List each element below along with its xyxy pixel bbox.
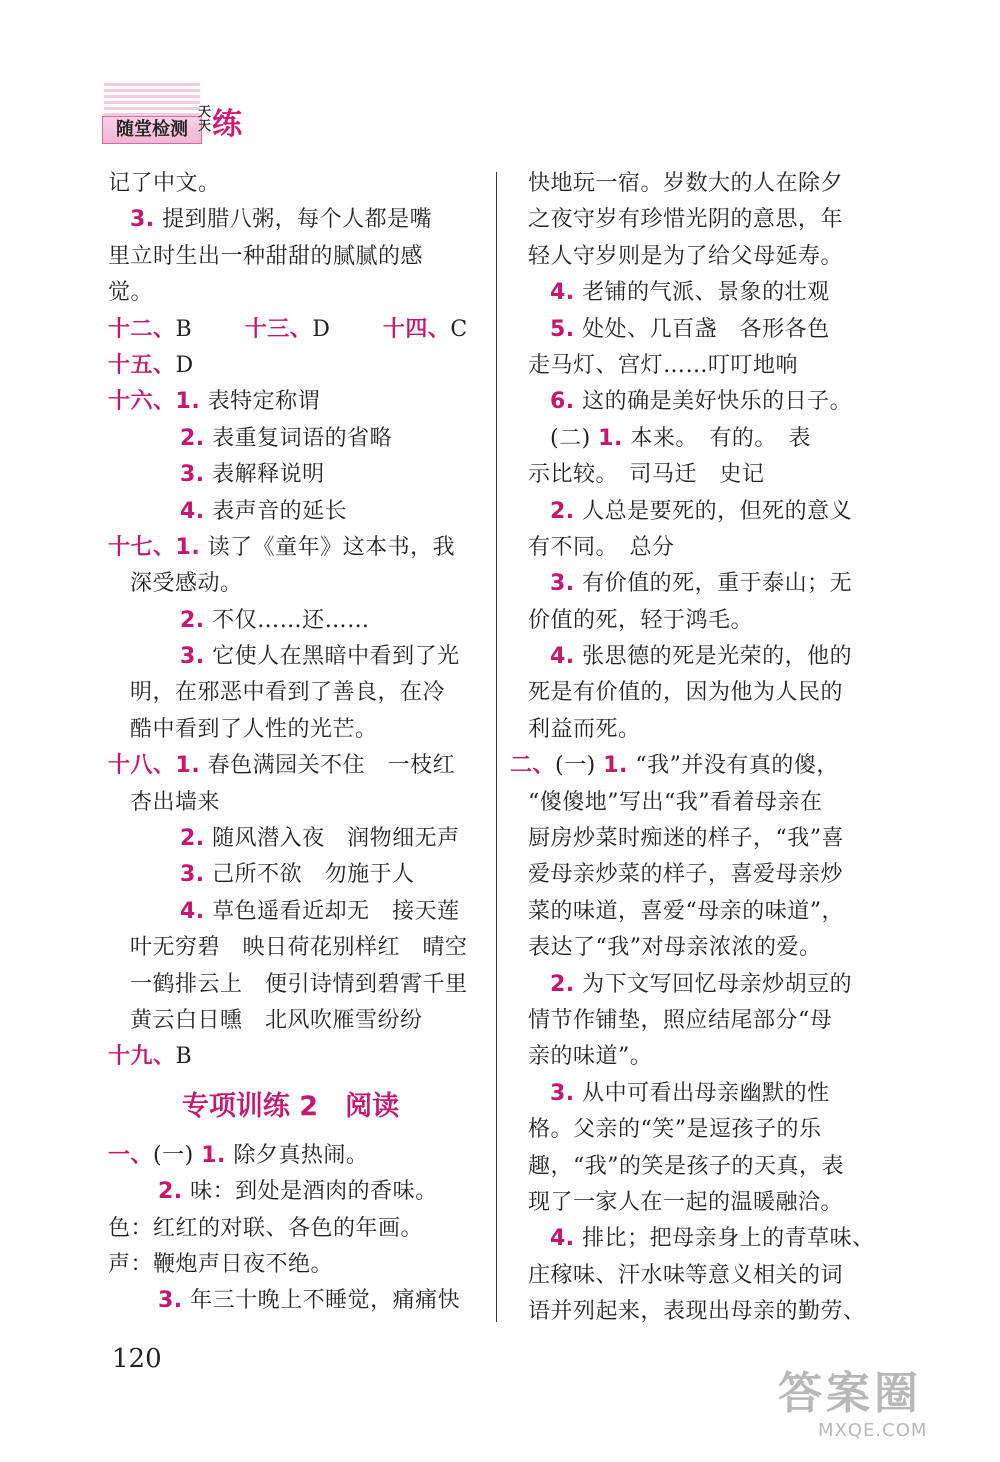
answer-text: “傻傻地”写出“我”看着母亲在: [528, 789, 823, 815]
section-number: 十九、: [108, 1044, 176, 1070]
page-number: 120: [112, 1344, 162, 1374]
answer-text: 走马灯、宫灯……叮叮地响: [528, 352, 799, 378]
answer-line: [528, 457, 893, 493]
answer-line: [108, 166, 473, 202]
answer-text: C: [450, 316, 468, 342]
item-number: 1.: [175, 753, 201, 779]
answer-text: 表达了“我”对母亲浓浓的爱。: [528, 935, 822, 961]
answer-line: [108, 1283, 473, 1319]
answer-text: 爱母亲炒菜的样子，喜爱母亲炒: [528, 862, 844, 888]
answer-line: [528, 639, 893, 675]
answer-line: [108, 457, 473, 493]
item-number: 2.: [180, 826, 205, 852]
left-answer-column: [108, 166, 473, 1320]
answer-line: [108, 1138, 473, 1174]
answer-text: 老铺的气派、景象的壮观: [574, 280, 830, 306]
answer-line: [528, 1185, 893, 1221]
section-number: 十二、: [108, 316, 176, 342]
answer-text: 表解释说明: [204, 462, 325, 488]
series-logo: [100, 78, 250, 148]
answer-line: [108, 603, 473, 639]
answer-line: [528, 1294, 893, 1330]
section-number: 十八、: [108, 753, 176, 779]
item-number: 1.: [175, 534, 201, 560]
answer-text: 张思德的死是光荣的，他的: [574, 644, 853, 670]
answer-text: “我”并没有真的傻，: [627, 753, 839, 779]
answer-line: [528, 530, 893, 566]
answer-text: 不仅……还……: [204, 607, 370, 633]
answer-text: 年三十晚上不睡觉，痛痛快: [182, 1288, 461, 1314]
answer-text: (二): [550, 425, 599, 451]
answer-line: [528, 1221, 893, 1257]
logo-decoration: [104, 82, 200, 116]
answer-text: 一鹤排云上 便引诗情到碧霄千里: [130, 971, 468, 997]
answer-line: [528, 603, 893, 639]
answer-line: [108, 384, 473, 420]
answer-text: 格。父亲的“笑”是逗孩子的乐: [528, 1117, 822, 1143]
answer-line: [108, 821, 473, 857]
answer-text: 快地玩一宿。岁数大的人在除夕: [528, 171, 844, 196]
item-number: 3.: [180, 644, 205, 670]
answer-text: 价值的死，轻于鸿毛。: [528, 607, 754, 633]
item-number: 4.: [550, 280, 575, 306]
answer-text: D: [312, 316, 383, 342]
answer-text: 叶无穷碧 映日荷花别样红 晴空: [130, 935, 468, 961]
answer-line: [108, 712, 473, 748]
answer-text: 利益而死。: [528, 716, 641, 742]
logo-tiantian-text: 天天: [198, 105, 212, 134]
answer-text: 有价值的死，重于泰山；无: [574, 571, 853, 597]
answer-text: 色：红红的对联、各色的年画。: [108, 1215, 424, 1241]
answer-text: 表特定称谓: [200, 389, 321, 415]
answer-line: [528, 275, 893, 311]
answer-text: 觉。: [108, 280, 154, 306]
answer-line: [528, 494, 893, 530]
answer-line: [528, 930, 893, 966]
answer-text: 黄云白日曛 北风吹雁雪纷纷: [130, 1007, 423, 1033]
answer-text: (一): [153, 1142, 202, 1168]
answer-line: [528, 566, 893, 602]
answer-text: 为下文写回忆母亲炒胡豆的: [574, 971, 853, 997]
answer-text: 表声音的延长: [204, 498, 348, 524]
answer-text: B: [175, 316, 245, 342]
answer-text: 庄稼味、汗水味等意义相关的词: [528, 1262, 844, 1288]
item-number: 1.: [201, 1142, 226, 1168]
watermark-logo-text: 答案圈: [778, 1368, 922, 1419]
answer-text: 从中可看出母亲幽默的性: [574, 1080, 830, 1106]
answer-text: 轻人守岁则是为了给父母延寿。: [528, 243, 844, 269]
answer-line: [108, 1039, 473, 1075]
item-number: 1.: [603, 753, 628, 779]
answer-text: 明，在邪恶中看到了善良，在冷: [130, 680, 446, 706]
answer-text: 亲的味道”。: [528, 1044, 653, 1070]
item-number: 3.: [180, 462, 205, 488]
answer-text: 菜的味道，喜爱“母亲的味道”，: [528, 898, 844, 924]
answer-text: 深受感动。: [130, 571, 243, 597]
answer-line: [528, 312, 893, 348]
answer-line: [528, 712, 893, 748]
answer-line: [108, 894, 473, 930]
answer-text: (一): [555, 753, 604, 779]
answer-text: D: [175, 352, 194, 378]
item-number: 4.: [550, 644, 575, 670]
answer-line: [108, 967, 473, 1003]
answer-text: 之夜守岁有珍惜光阴的意思，年: [528, 207, 844, 233]
answer-line: [528, 675, 893, 711]
answer-text: 处处、几百盏 各形各色: [574, 316, 830, 342]
answer-text: 趣，“我”的笑是孩子的天真，表: [528, 1153, 844, 1179]
answer-line: [108, 494, 473, 530]
item-number: 5.: [550, 316, 575, 342]
answer-line: [108, 202, 473, 238]
section-number: 十六、: [108, 389, 176, 415]
answer-line: [108, 639, 473, 675]
item-number: 4.: [180, 498, 205, 524]
right-answer-column: [510, 166, 893, 1331]
answer-text: 人总是要死的，但死的意义: [574, 498, 853, 524]
answer-text: 春色满园关不住 一枝红: [200, 753, 456, 779]
answer-line: [528, 1076, 893, 1112]
answer-line: [108, 1247, 473, 1283]
answer-line: [108, 675, 473, 711]
column-divider: [496, 172, 497, 1322]
answer-line: [528, 421, 893, 457]
answer-line: [528, 967, 893, 1003]
answer-text: 语并列起来，表现出母亲的勤劳、: [528, 1299, 866, 1325]
answer-text: 示比较。 司马迁 史记: [528, 462, 765, 488]
answer-line: [528, 821, 893, 857]
answer-line: [108, 239, 473, 275]
answer-text: 记了中文。: [108, 171, 221, 196]
item-number: 2.: [550, 498, 575, 524]
answer-text: 提到腊八粥，每个人都是嘴: [154, 207, 433, 233]
item-number: 1.: [598, 425, 623, 451]
answer-line: [108, 1174, 473, 1210]
answer-text: 里立时生出一种甜甜的腻腻的感: [108, 243, 424, 269]
answer-line: [528, 1039, 893, 1075]
answer-line: [108, 348, 473, 384]
answer-line: [528, 894, 893, 930]
answer-text: 草色遥看近却无 接天莲: [204, 898, 460, 924]
answer-line: [108, 312, 473, 348]
answer-line: [528, 202, 893, 238]
answer-line: [528, 1149, 893, 1185]
answer-text: 死是有价值的，因为他为人民的: [528, 680, 844, 706]
answer-line: [528, 1258, 893, 1294]
answer-text: 它使人在黑暗中看到了光: [204, 644, 460, 670]
answer-line: [108, 748, 473, 784]
answer-text: 厨房炒菜时痴迷的样子，“我”喜: [528, 826, 844, 852]
item-number: 3.: [180, 862, 205, 888]
answer-text: 除夕真热闹。: [225, 1142, 369, 1168]
item-number: 3.: [130, 207, 155, 233]
answer-line: [108, 275, 473, 311]
watermark: [778, 1368, 988, 1454]
answer-line: [528, 166, 893, 202]
answer-line: [108, 930, 473, 966]
answer-text: 杏出墙来: [130, 789, 221, 815]
item-number: 2.: [180, 607, 205, 633]
item-number: 2.: [158, 1179, 183, 1205]
item-number: 3.: [550, 571, 575, 597]
answer-line: [108, 421, 473, 457]
answer-line: [528, 1003, 893, 1039]
answer-text: 排比；把母亲身上的青草味、: [574, 1226, 875, 1252]
answer-text: 这的确是美好快乐的日子。: [574, 389, 853, 415]
answer-line: [108, 1003, 473, 1039]
answer-line: [108, 857, 473, 893]
logo-main-text: 随堂检测: [102, 116, 202, 144]
answer-text: B: [175, 1044, 193, 1070]
answer-line: [528, 857, 893, 893]
answer-text: 表重复词语的省略: [204, 425, 393, 451]
logo-lian-text: 练: [212, 107, 242, 142]
answer-line: [528, 1112, 893, 1148]
item-number: 6.: [550, 389, 575, 415]
answer-line: [528, 239, 893, 275]
answer-line: [528, 785, 893, 821]
answer-text: 味：到处是酒肉的香味。: [182, 1179, 438, 1205]
answer-line: [528, 384, 893, 420]
item-number: 2.: [180, 425, 205, 451]
item-number: 3.: [550, 1080, 575, 1106]
answer-text: 酷中看到了人性的光芒。: [130, 716, 378, 742]
answer-text: 现了一家人在一起的温暖融洽。: [528, 1189, 844, 1215]
answer-text: 情节作铺垫，照应结尾部分“母: [528, 1007, 833, 1033]
answer-line: [108, 566, 473, 602]
section-number: 十三、: [244, 316, 313, 342]
answer-line: [108, 1211, 473, 1247]
answer-line: [108, 785, 473, 821]
item-number: 4.: [550, 1226, 575, 1252]
section-number: 十四、: [382, 316, 451, 342]
item-number: 1.: [175, 389, 201, 415]
section-number: 十五、: [108, 352, 176, 378]
answer-text: 己所不欲 勿施于人: [204, 862, 415, 888]
item-number: 3.: [158, 1288, 183, 1314]
answer-line: [108, 530, 473, 566]
section-number: 二、: [510, 753, 556, 779]
section-heading: 专项训练 2 阅读: [181, 1090, 400, 1122]
answer-text: 有不同。 总分: [528, 534, 675, 560]
answer-text: 声：鞭炮声日夜不绝。: [108, 1251, 334, 1277]
section-number: 一、: [108, 1142, 154, 1168]
item-number: 2.: [550, 971, 575, 997]
item-number: 4.: [180, 898, 205, 924]
answer-line: [510, 748, 893, 784]
answer-line: [528, 348, 893, 384]
answer-text: 读了《童年》这本书，我: [200, 534, 456, 560]
section-number: 十七、: [108, 534, 176, 560]
answer-text: 随风潜入夜 润物细无声: [204, 826, 460, 852]
watermark-url: MXQE.COM: [818, 1420, 928, 1441]
answer-text: 本来。 有的。 表: [622, 425, 811, 451]
